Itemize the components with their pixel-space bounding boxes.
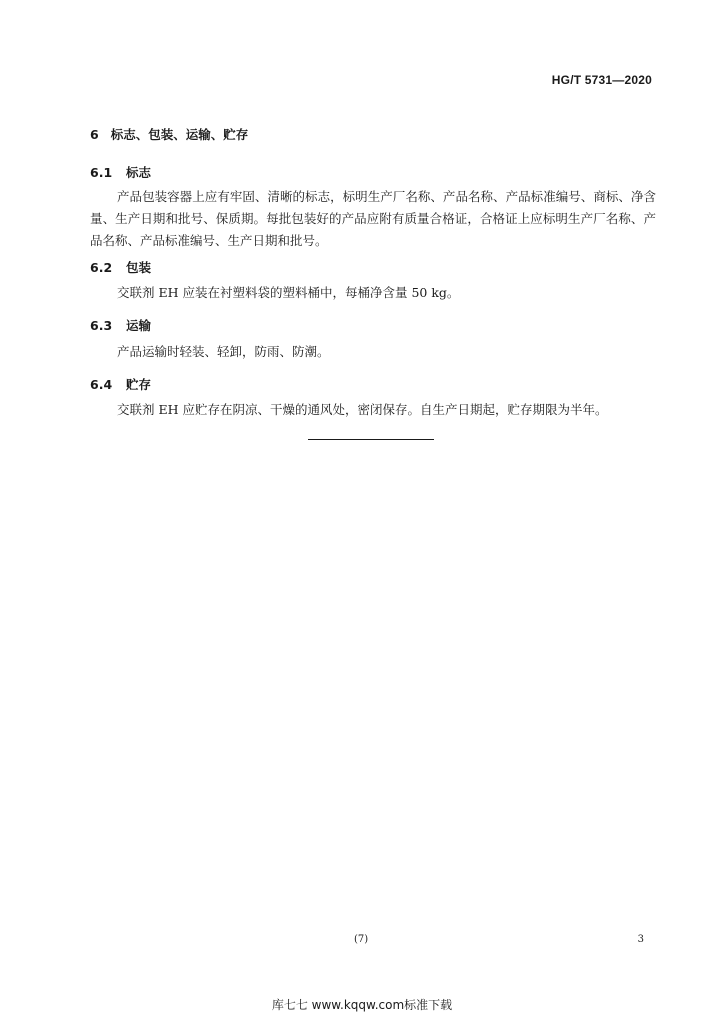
end-rule <box>308 439 434 440</box>
section-6-4-number: 6.4 <box>90 377 113 392</box>
section-6-1-text: 产品包装容器上应有牢固、清晰的标志，标明生产厂名称、产品名称、产品标准编号、商标、净含量、生产日期和批号、保质期。每批包装好的产品应附有质量合格证，合格证上应标明生产厂名称、产品名称、产品标准编号、生产日期和批号。 <box>90 189 656 248</box>
section-6-3-title: 运输 <box>126 318 152 333</box>
download-watermark: 库七七 www.kqqw.com标准下载 <box>271 998 453 1012</box>
section-6-1-number: 6.1 <box>90 165 113 180</box>
section-6-1-heading <box>90 163 151 181</box>
section-6-3-heading <box>90 316 151 334</box>
section-6-2-heading <box>90 258 151 276</box>
section-6-1-title: 标志 <box>126 165 152 180</box>
page-paren-number: (7) <box>354 934 369 945</box>
section-6-4-title: 贮存 <box>126 377 152 392</box>
section-6-4-heading <box>90 375 151 393</box>
section-6-2-number: 6.2 <box>90 260 113 275</box>
standard-code: HG/T 5731—2020 <box>551 73 652 87</box>
section-6-heading <box>90 125 248 143</box>
section-6-3-text: 产品运输时轻装、轻卸，防雨、防潮。 <box>117 344 330 359</box>
section-6-4-text: 交联剂 EH 应贮存在阴凉、干燥的通风处，密闭保存。自生产日期起，贮存期限为半年。 <box>117 402 608 417</box>
section-6-2-title: 包装 <box>126 260 152 275</box>
section-6-title: 标志、包装、运输、贮存 <box>110 127 249 142</box>
section-6-3-number: 6.3 <box>90 318 113 333</box>
page-number: 3 <box>637 934 644 945</box>
section-6-2-text: 交联剂 EH 应装在衬塑料袋的塑料桶中，每桶净含量 50 kg。 <box>117 285 460 300</box>
section-6-number: 6 <box>90 127 99 142</box>
